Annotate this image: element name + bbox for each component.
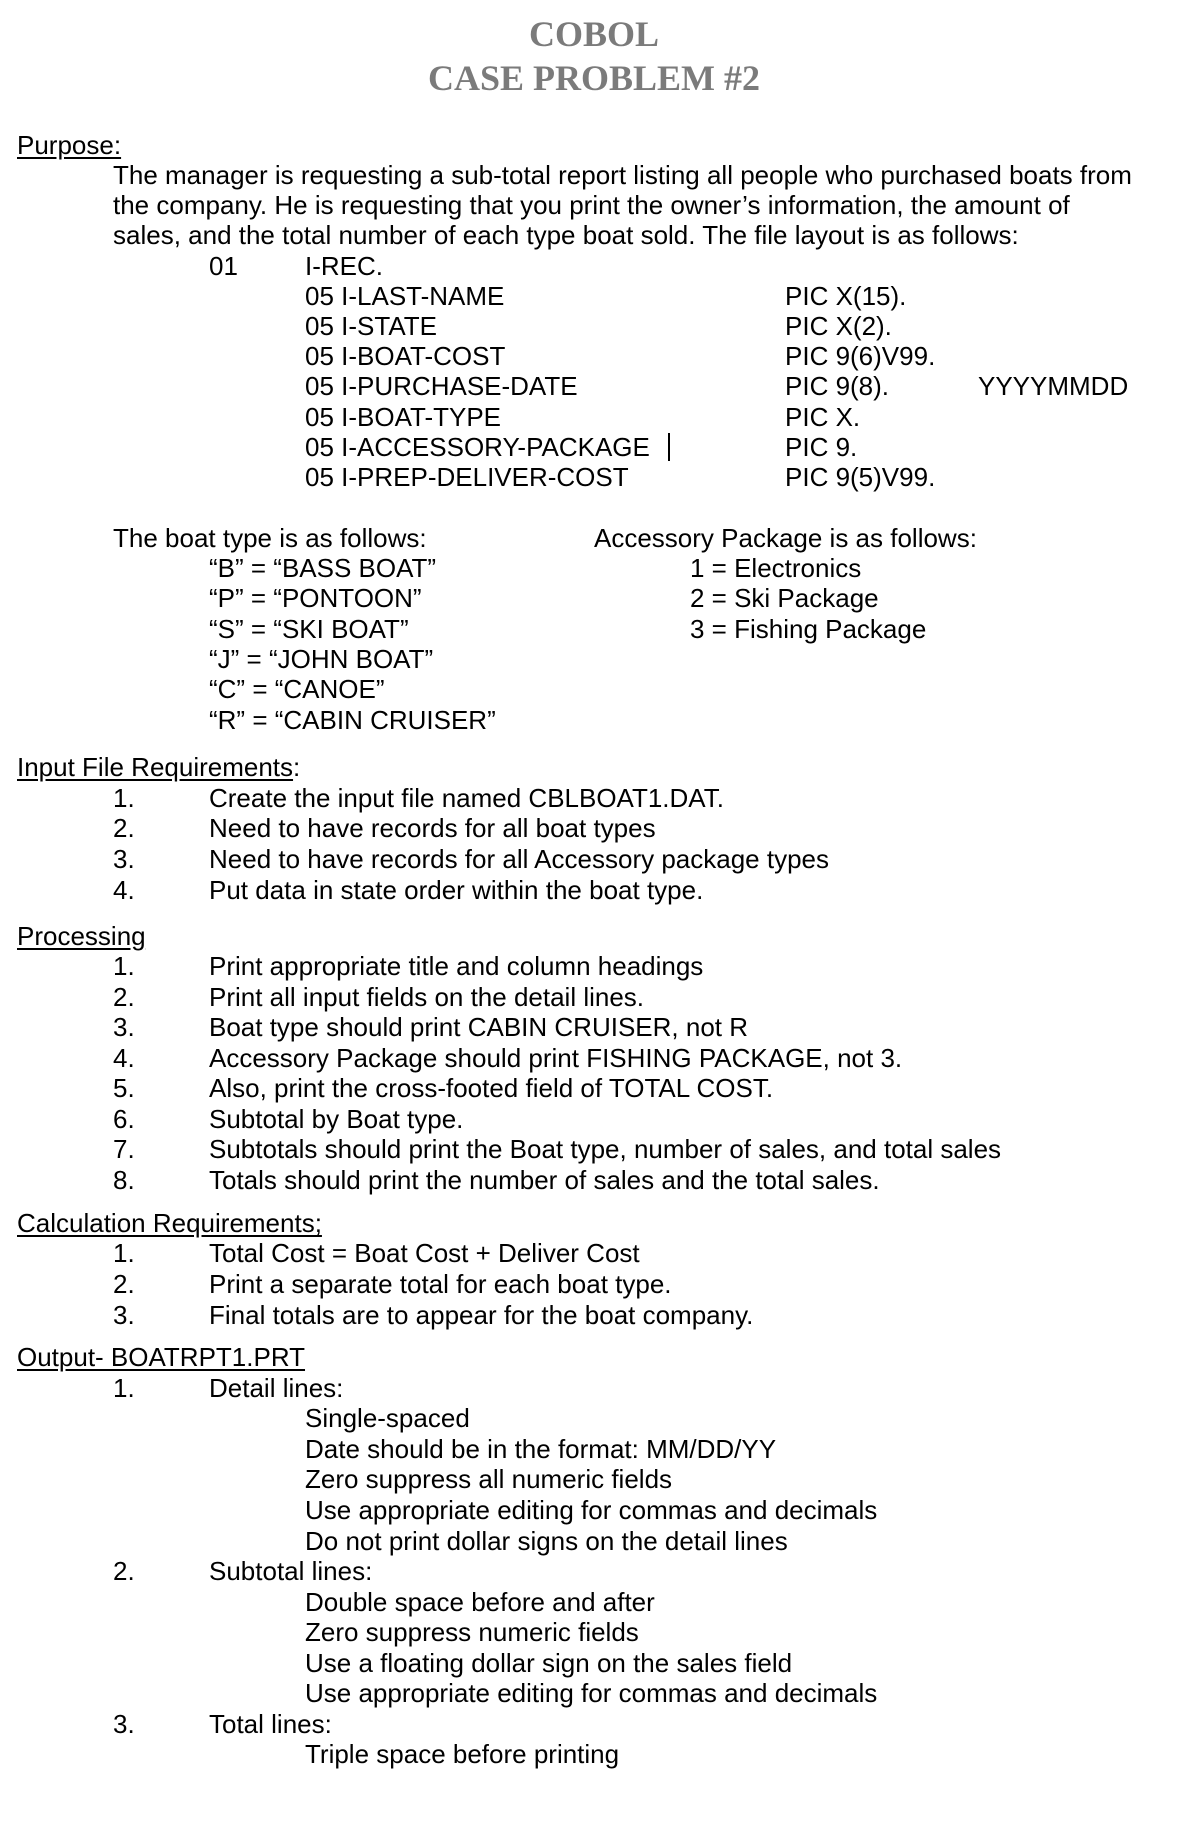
list-item: Need to have records for all boat types xyxy=(209,813,656,843)
record-field-pic: PIC 9(6)V99. xyxy=(785,341,936,371)
sub-item: Do not print dollar signs on the detail lines xyxy=(305,1526,788,1556)
sub-item: Zero suppress all numeric fields xyxy=(305,1464,673,1494)
record-field-pic: PIC 9(5)V99. xyxy=(785,462,936,492)
list-item: Accessory Package should print FISHING PACKAGE, not 3. xyxy=(209,1043,903,1073)
sub-item: Zero suppress numeric fields xyxy=(305,1617,639,1647)
list-number: 1. xyxy=(113,1238,135,1268)
input-reqs-colon: : xyxy=(293,752,301,782)
list-number: 1. xyxy=(113,1373,135,1403)
list-item: Boat type should print CABIN CRUISER, not R xyxy=(209,1012,749,1042)
list-item: Print a separate total for each boat type. xyxy=(209,1269,672,1299)
boat-type-item: “B” = “BASS BOAT” xyxy=(209,553,437,583)
list-number: 4. xyxy=(113,875,135,905)
list-number: 7. xyxy=(113,1134,135,1164)
doc-title-line1: COBOL xyxy=(528,14,660,54)
record-field-note: YYYYMMDD xyxy=(978,371,1129,401)
record-field-name: 05 I-BOAT-COST xyxy=(305,341,506,371)
list-item: Print all input fields on the detail lines. xyxy=(209,982,645,1012)
list-number: 2. xyxy=(113,1556,135,1586)
purpose-heading: Purpose: xyxy=(17,130,122,160)
list-number: 1. xyxy=(113,783,135,813)
sub-item: Use a floating dollar sign on the sales field xyxy=(305,1648,793,1678)
output-heading: Output- BOATRPT1.PRT xyxy=(17,1342,306,1372)
record-field-name: 05 I-ACCESSORY-PACKAGE xyxy=(305,432,650,462)
processing-heading: Processing xyxy=(17,921,146,951)
record-field-name: 05 I-PREP-DELIVER-COST xyxy=(305,462,629,492)
sub-item: Use appropriate editing for commas and decimals xyxy=(305,1495,878,1525)
list-item: Put data in state order within the boat type. xyxy=(209,875,704,905)
list-item: Detail lines: xyxy=(209,1373,344,1403)
list-number: 2. xyxy=(113,982,135,1012)
sub-item: Date should be in the format: MM/DD/YY xyxy=(305,1434,777,1464)
list-item: Final totals are to appear for the boat company. xyxy=(209,1300,754,1330)
record-field-pic: PIC X. xyxy=(785,402,861,432)
list-item: Print appropriate title and column headings xyxy=(209,951,704,981)
accessory-item: 1 = Electronics xyxy=(690,553,862,583)
list-number: 8. xyxy=(113,1165,135,1195)
purpose-paragraph-line: the company. He is requesting that you print the owner’s information, the amount of xyxy=(113,190,1070,220)
record-name: I-REC. xyxy=(305,251,383,281)
boat-type-heading: The boat type is as follows: xyxy=(113,523,427,553)
list-item: Subtotal by Boat type. xyxy=(209,1104,464,1134)
record-field-name: 05 I-LAST-NAME xyxy=(305,281,505,311)
boat-type-item: “P” = “PONTOON” xyxy=(209,583,422,613)
record-field-pic: PIC 9(8). xyxy=(785,371,890,401)
list-item: Totals should print the number of sales and the total sales. xyxy=(209,1165,880,1195)
record-field-pic: PIC X(15). xyxy=(785,281,907,311)
list-number: 2. xyxy=(113,1269,135,1299)
boat-type-item: “S” = “SKI BOAT” xyxy=(209,614,409,644)
list-item: Create the input file named CBLBOAT1.DAT. xyxy=(209,783,724,813)
record-field-pic: PIC 9. xyxy=(785,432,858,462)
list-number: 5. xyxy=(113,1073,135,1103)
list-number: 3. xyxy=(113,1300,135,1330)
accessory-item: 3 = Fishing Package xyxy=(690,614,927,644)
text-cursor-icon xyxy=(668,433,670,461)
accessory-heading: Accessory Package is as follows: xyxy=(594,523,977,553)
list-number: 6. xyxy=(113,1104,135,1134)
calc-heading: Calculation Requirements; xyxy=(17,1208,322,1238)
list-item: Total Cost = Boat Cost + Deliver Cost xyxy=(209,1238,640,1268)
purpose-paragraph-line: sales, and the total number of each type boat sold. The file layout is as follows: xyxy=(113,220,1019,250)
sub-item: Single-spaced xyxy=(305,1403,470,1433)
record-field-name: 05 I-PURCHASE-DATE xyxy=(305,371,578,401)
list-number: 4. xyxy=(113,1043,135,1073)
record-field-row xyxy=(305,432,670,462)
input-reqs-heading-row xyxy=(17,752,300,782)
list-item: Subtotals should print the Boat type, number of sales, and total sales xyxy=(209,1134,1002,1164)
boat-type-item: “J” = “JOHN BOAT” xyxy=(209,644,434,674)
record-field-pic: PIC X(2). xyxy=(785,311,892,341)
doc-title-line2: CASE PROBLEM #2 xyxy=(427,58,761,98)
sub-item: Use appropriate editing for commas and decimals xyxy=(305,1678,878,1708)
list-number: 3. xyxy=(113,1709,135,1739)
list-item: Subtotal lines: xyxy=(209,1556,373,1586)
boat-type-item: “R” = “CABIN CRUISER” xyxy=(209,705,496,735)
list-item: Also, print the cross-footed field of TOTAL COST. xyxy=(209,1073,774,1103)
purpose-paragraph-line: The manager is requesting a sub-total report listing all people who purchased boats from xyxy=(113,160,1132,190)
sub-item: Triple space before printing xyxy=(305,1739,620,1769)
list-number: 3. xyxy=(113,844,135,874)
record-field-name: 05 I-BOAT-TYPE xyxy=(305,402,502,432)
record-level: 01 xyxy=(209,251,238,281)
list-number: 3. xyxy=(113,1012,135,1042)
sub-item: Double space before and after xyxy=(305,1587,655,1617)
record-field-name: 05 I-STATE xyxy=(305,311,437,341)
accessory-item: 2 = Ski Package xyxy=(690,583,879,613)
input-reqs-heading: Input File Requirements xyxy=(17,752,294,782)
list-item: Total lines: xyxy=(209,1709,332,1739)
list-item: Need to have records for all Accessory package types xyxy=(209,844,829,874)
boat-type-item: “C” = “CANOE” xyxy=(209,674,385,704)
list-number: 2. xyxy=(113,813,135,843)
list-number: 1. xyxy=(113,951,135,981)
